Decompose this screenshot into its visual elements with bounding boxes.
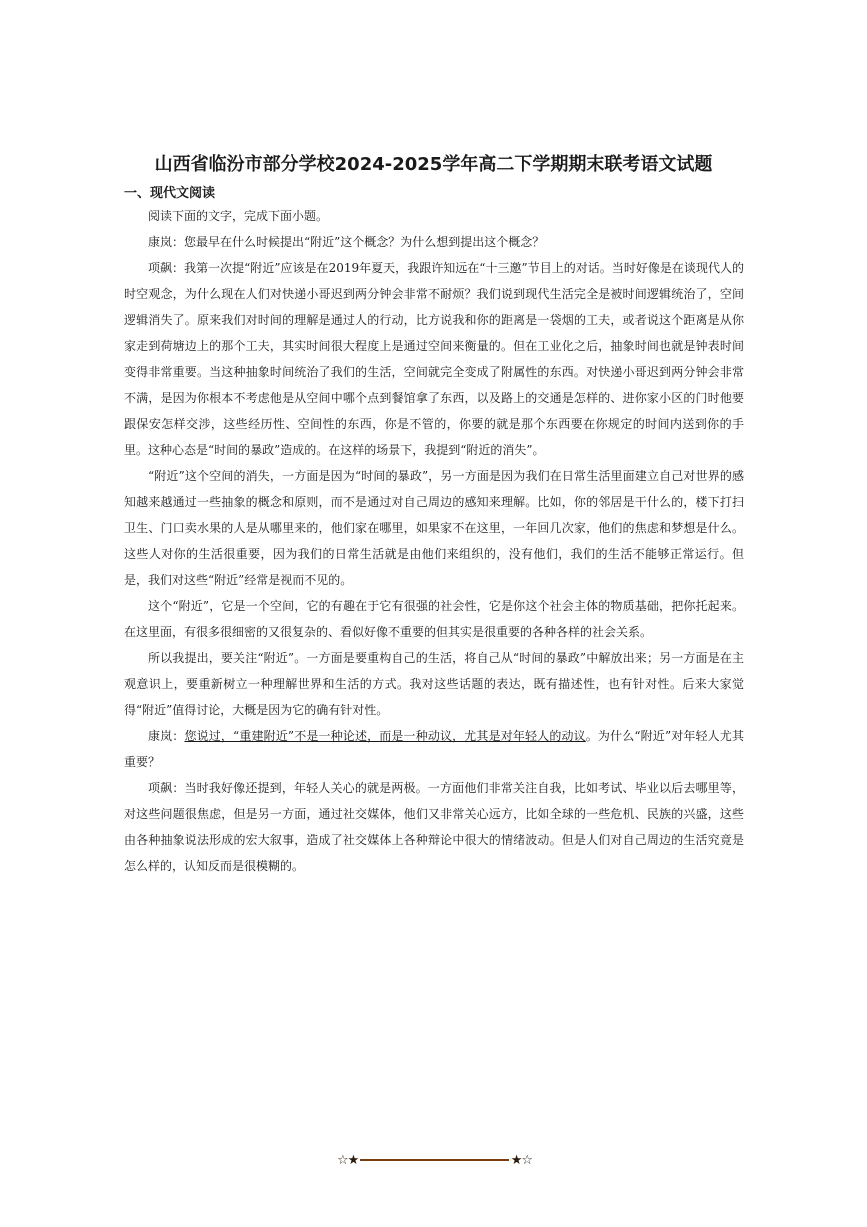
underlined-quote: 您说过，“重建附近”不是一种论述，而是一种动议，尤其是对年轻人的动议 (184, 729, 586, 743)
footer-right-stars-icon: ★☆ (510, 1152, 532, 1168)
paragraph-7: 项飙：当时我好像还提到，年轻人关心的就是两极。一方面他们非常关注自我，比如考试、毕业以后去哪里等，对这些问题很焦虑，但是另一方面，通过社交媒体，他们又非常关心远方，比如全球的一些危机、民族的兴盛，这些由各种抽象说法形成的宏大叙事，造成了社交媒体上各种辩论中很大的情绪波动。但是人们对自己周边的生活究竟是怎么样的，认知反而是很模糊的。 (124, 781, 744, 873)
section-heading: 一、现代文阅读 (124, 186, 216, 201)
footer-divider-line (360, 1159, 508, 1161)
instruction-paragraph: 阅读下面的文字，完成下面小题。 (148, 209, 329, 223)
question-text: 。为什么“附近”对年轻人尤其重要？ (124, 729, 744, 769)
paragraph-2: 项飙：我第一次提“附近”应该是在2019年夏天，我跟许知远在“十三邀”节目上的对话。当时好像是在谈现代人的时空观念，为什么现在人们对快递小哥迟到两分钟会非常不耐烦？我们说到现代生活完全是被时间逻辑统治了，空间逻辑消失了。原来我们对时间的理解是通过人的行动，比方说我和你的距离是一袋烟的工夫，或者说这个距离是从你家走到荷塘边上的那个工夫，其实时间很大程度上是通过空间来衡量的。但在工业化之后，抽象时间也就是钟表时间变得非常重要。当这种抽象时间统治了我们的生活，空间就完全变成了附属性的东西。对快递小哥迟到两分钟会非常不满，是因为你根本不考虑他是从空间中哪个点到餐馆拿了东西，以及路上的交通是怎样的、进你家小区的门时他要跟保安怎样交涉，这些经历性、空间性的东西，你是不管的，你要的就是那个东西要在你规定的时间内送到你的手里。这种心态是“时间的暴政”造成的。在这样的场景下，我提到“附近的消失”。 (124, 261, 744, 457)
paragraph-3: “附近”这个空间的消失，一方面是因为“时间的暴政”，另一方面是因为我们在日常生活里面建立自己对世界的感知越来越通过一些抽象的概念和原则，而不是通过对自己周边的感知来理解。比如，你的邻居是干什么的，楼下打扫卫生、门口卖水果的人是从哪里来的，他们家在哪里，如果家不在这里，一年回几次家，他们的焦虑和梦想是什么。这些人对你的生活很重要，因为我们的日常生活就是由他们来组织的，没有他们，我们的生活不能够正常运行。但是，我们对这些“附近”经常是视而不见的。 (124, 469, 744, 587)
document-title: 山西省临汾市部分学校2024-2025学年高二下学期期末联考语文试题 (154, 154, 713, 175)
footer-left-stars-icon: ☆★ (337, 1152, 359, 1168)
page-footer-ornament (337, 1150, 532, 1170)
paragraph-6 (124, 723, 744, 775)
paragraph-4: 这个“附近”，它是一个空间，它的有趣在于它有很强的社会性，它是你这个社会主体的物质基础，把你托起来。在这里面，有很多很细密的又很复杂的、看似好像不重要的但其实是很重要的各种各样的社会关系。 (124, 599, 744, 639)
paragraph-5: 所以我提出，要关注“附近”。一方面是要重构自己的生活，将自己从“时间的暴政”中解放出来；另一方面是在主观意识上，要重新树立一种理解世界和生活的方式。我对这些话题的表达，既有描述性，也有针对性。后来大家觉得“附近”值得讨论，大概是因为它的确有针对性。 (124, 651, 744, 717)
speaker-label: 康岚： (148, 729, 185, 743)
article-body (124, 203, 744, 879)
paragraph-1: 康岚：您最早在什么时候提出“附近”这个概念？为什么想到提出这个概念？ (148, 235, 545, 249)
